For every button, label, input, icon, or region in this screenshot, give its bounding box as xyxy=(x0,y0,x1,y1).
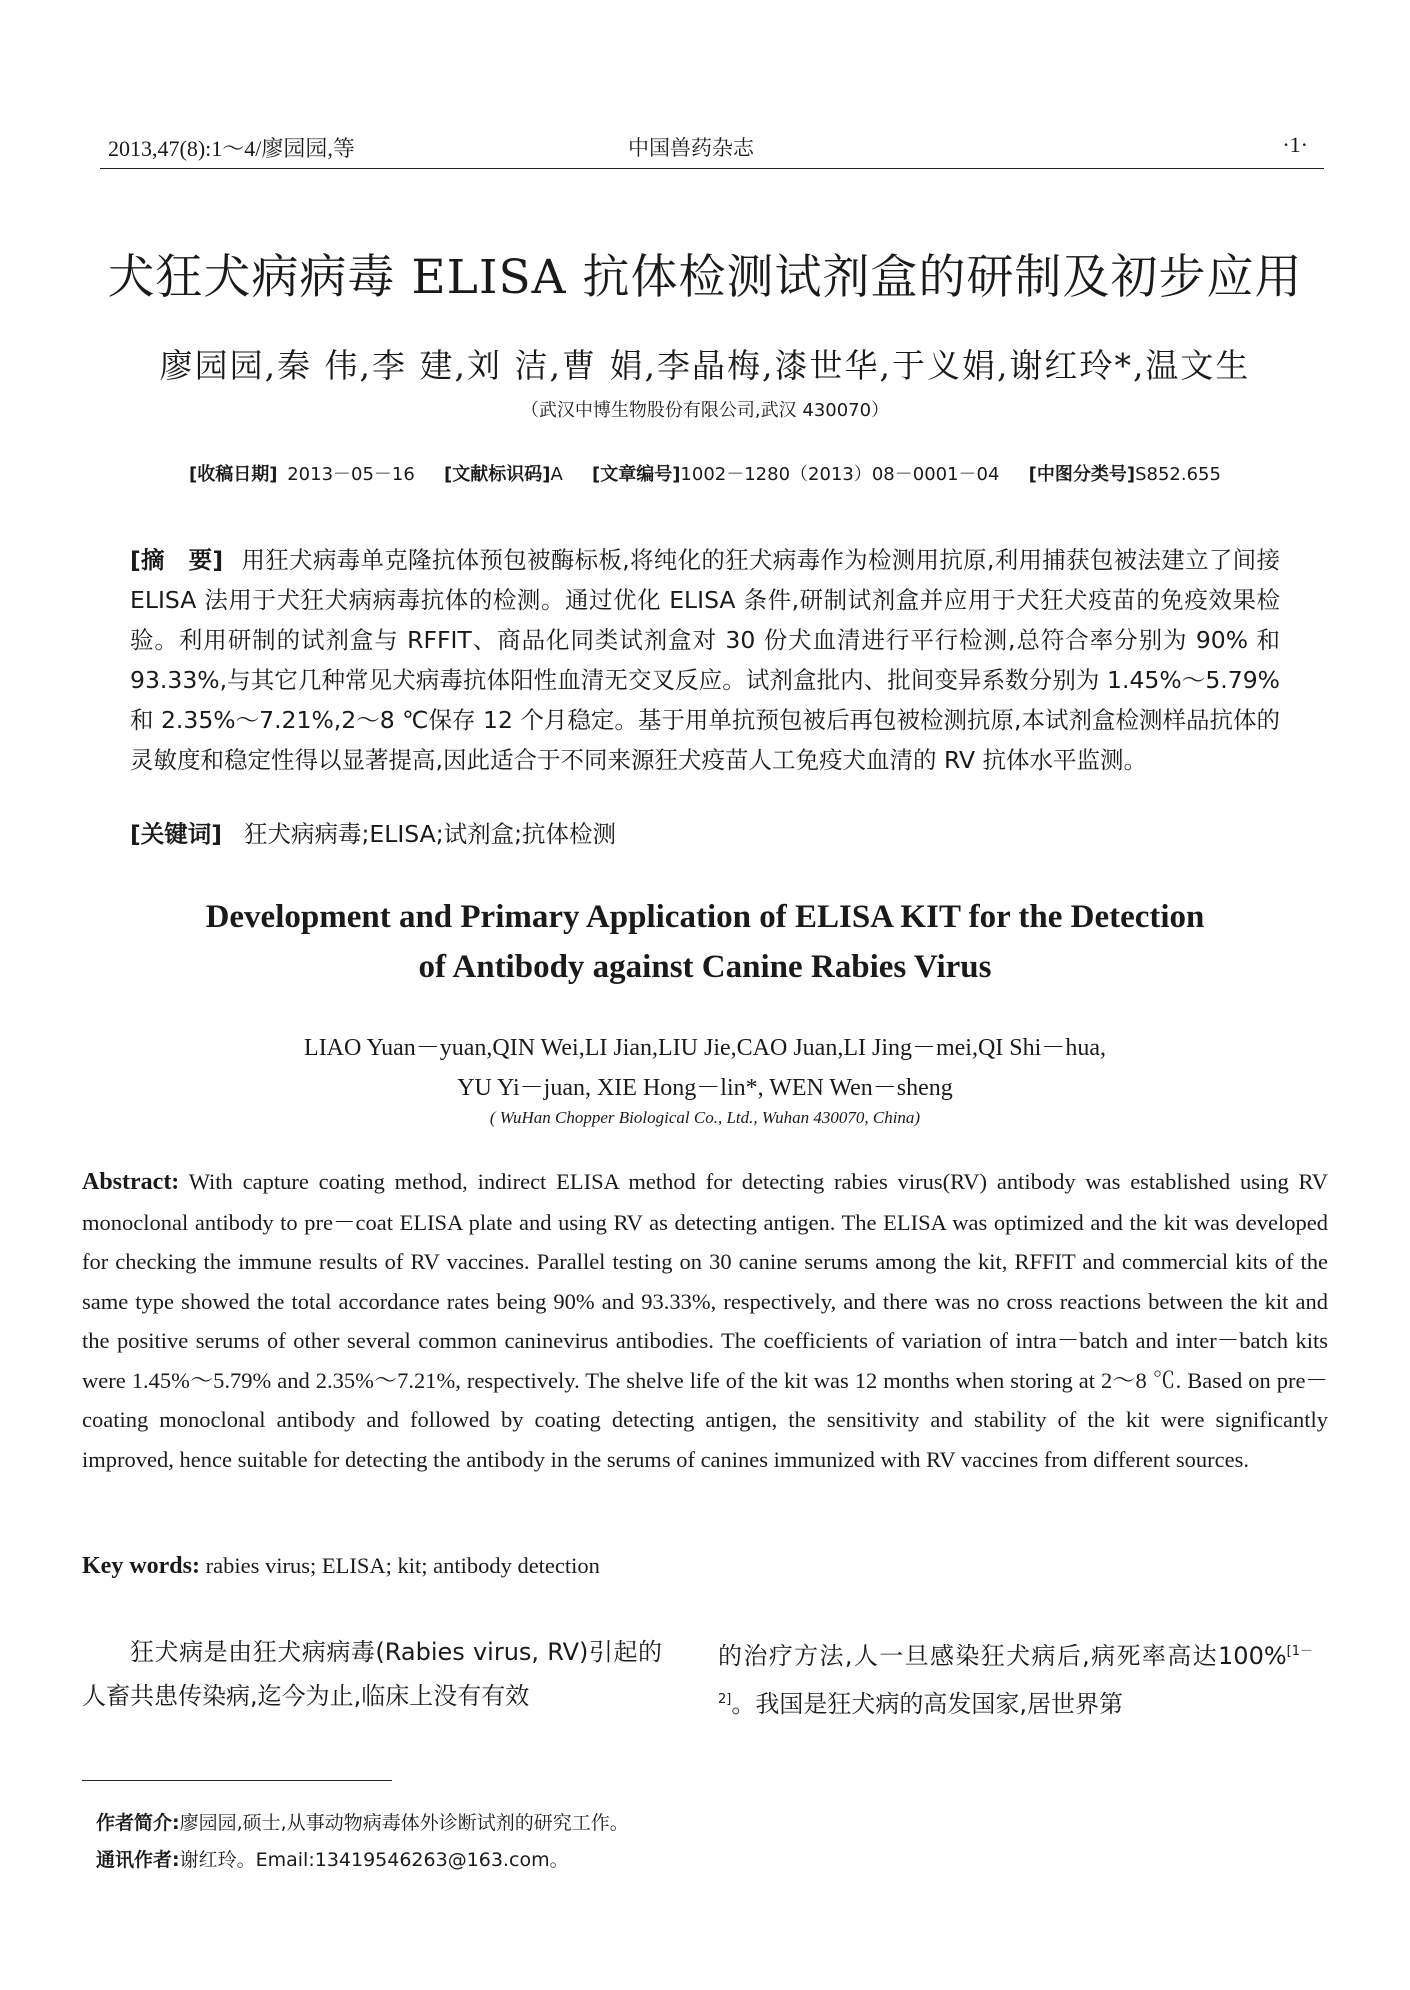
header-page-number: ·1· xyxy=(1282,132,1308,157)
affiliation-english: ( WuHan Chopper Biological Co., Ltd., Wuhan 430070, China) xyxy=(489,1108,921,1127)
footnote-corresponding-text: 谢红玲。Email:13419546263@163.com。 xyxy=(179,1849,569,1871)
clc-number: S852.655 xyxy=(1135,464,1221,485)
title-chinese: 犬狂犬病病毒 ELISA 抗体检测试剂盒的研制及初步应用 xyxy=(107,250,1303,305)
authors-english-line-2: YU Yi－juan, XIE Hong－lin*, WEN Wen－sheng xyxy=(457,1075,953,1101)
citation-ref[interactable]: [1－2] xyxy=(718,1644,1313,1707)
abstract-english-label: Abstract: xyxy=(82,1169,180,1195)
authors-chinese: 廖园园,秦 伟,李 建,刘 洁,曹 娟,李晶梅,漆世华,于义娟,谢红玲*,温文生 xyxy=(159,346,1251,385)
article-number: 1002－1280（2013）08－0001－04 xyxy=(680,464,1000,485)
article-no-label: [文章编号] xyxy=(591,464,681,485)
footnote-author xyxy=(96,1808,629,1835)
body-right-text-a: 的治疗方法,人一旦感染狂犬病后,病死率高达100% xyxy=(718,1642,1287,1670)
keywords-english-text: rabies virus; ELISA; kit; antibody detection xyxy=(205,1553,600,1578)
abstract-english xyxy=(82,1162,1328,1479)
authors-english-line-1: LIAO Yuan－yuan,QIN Wei,LI Jian,LIU Jie,CAO Juan,LI Jing－mei,QI Shi－hua, xyxy=(304,1035,1106,1061)
running-header xyxy=(108,132,1320,166)
clc-label: [中图分类号] xyxy=(1028,464,1136,485)
footnote-rule xyxy=(82,1780,392,1781)
abstract-chinese xyxy=(130,540,1280,780)
keywords-chinese-text: 狂犬病病毒;ELISA;试剂盒;抗体检测 xyxy=(243,820,617,848)
doc-code-label: [文献标识码] xyxy=(444,464,551,485)
title-english xyxy=(80,892,1330,992)
body-right-text-b: 。我国是狂犬病的高发国家,居世界第 xyxy=(731,1690,1123,1718)
affiliation-chinese: （武汉中博生物股份有限公司,武汉 430070） xyxy=(520,400,890,421)
title-english-line-1: Development and Primary Application of ELISA KIT for the Detection xyxy=(205,899,1205,935)
received-date: 2013－05－16 xyxy=(287,464,415,485)
header-citation: 2013,47(8):1～4/廖园园,等 xyxy=(108,136,355,161)
keywords-chinese-label: [关键词] xyxy=(130,820,222,848)
footnote-corresponding xyxy=(96,1845,569,1872)
body-right-column xyxy=(718,1630,1313,1726)
title-english-line-2: of Antibody against Canine Rabies Virus xyxy=(418,949,992,985)
keywords-english-label: Key words: xyxy=(82,1553,200,1579)
abstract-chinese-label: [摘 要] xyxy=(130,546,224,574)
authors-english xyxy=(80,1028,1330,1108)
keywords-english xyxy=(82,1553,1328,1580)
header-journal: 中国兽药杂志 xyxy=(628,136,754,160)
keywords-chinese xyxy=(130,815,1280,849)
abstract-english-text: With capture coating method, indirect ELISA method for detecting rabies virus(RV) antibody was established using RV monoclonal antibody to pre－coat ELISA plate and using RV as detecting antigen. The ELISA was optimized and the kit was developed for checking the immune results of RV vaccines. Parallel testing on 30 canine serums among the kit, RFFIT and commercial kits of the same type showed the total accordance rates being 90% and 93.33%, respectively, and there was no cross reactions between the kit and the positive serums of other several common caninevirus antibodies. The coefficients of variation of intra－batch and inter－batch kits were 1.45%～5.79% and 2.35%～7.21%, respectively. The shelve life of the kit was 12 months when storing at 2～8 ℃. Based on pre－coating monoclonal antibody and followed by coating detecting antigen, the sensitivity and stability of the kit were significantly improved, hence suitable for detecting the antibody in the serums of canines immunized with RV vaccines from different sources. xyxy=(82,1169,1328,1472)
body-left-column: 狂犬病是由狂犬病病毒(Rabies virus, RV)引起的人畜共患传染病,迄今为止,临床上没有有效 xyxy=(82,1638,662,1710)
footnote-corresponding-label: 通讯作者: xyxy=(96,1849,180,1871)
header-rule xyxy=(100,168,1324,169)
footnote-author-label: 作者简介: xyxy=(96,1812,180,1834)
article-metadata xyxy=(60,460,1350,486)
doc-code: A xyxy=(550,464,563,485)
footnote-author-text: 廖园园,硕士,从事动物病毒体外诊断试剂的研究工作。 xyxy=(179,1812,629,1834)
abstract-chinese-text: 用狂犬病毒单克隆抗体预包被酶标板,将纯化的狂犬病毒作为检测用抗原,利用捕获包被法建立了间接 ELISA 法用于犬狂犬病病毒抗体的检测。通过优化 ELISA 条件,研制试剂盒并应用于犬狂犬疫苗的免疫效果检验。利用研制的试剂盒与 RFFIT、商品化同类试剂盒对 30 份犬血清进行平行检测,总符合率分别为 90% 和 93.33%,与其它几种常见犬病毒抗体阳性血清无交叉反应。试剂盒批内、批间变异系数分别为 1.45%～5.79% 和 2.35%～7.21%,2～8 ℃保存 12 个月稳定。基于用单抗预包被后再包被检测抗原,本试剂盒检测样品抗体的灵敏度和稳定性得以显著提高,因此适合于不同来源狂犬疫苗人工免疫犬血清的 RV 抗体水平监测。 xyxy=(130,546,1280,774)
received-label: [收稿日期] xyxy=(189,464,278,485)
